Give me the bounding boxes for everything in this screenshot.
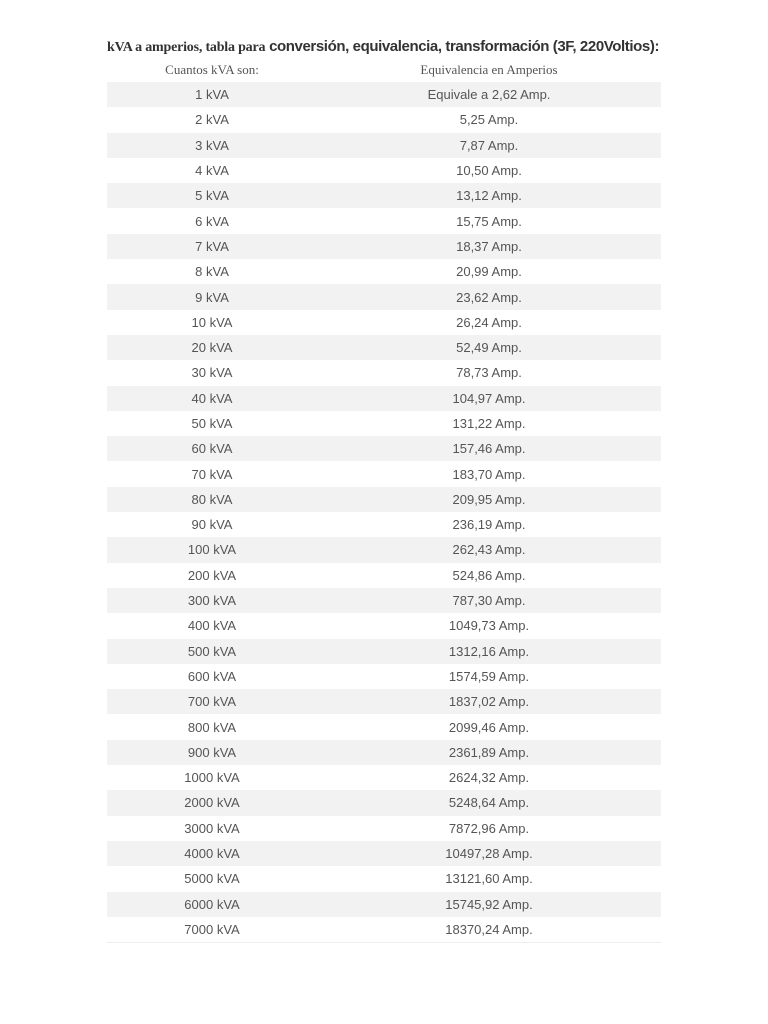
kva-cell: 200 kVA [107, 563, 317, 588]
table-row [107, 765, 661, 790]
table-row [107, 158, 661, 183]
kva-cell: 2 kVA [107, 107, 317, 132]
kva-cell: 80 kVA [107, 487, 317, 512]
table-row [107, 487, 661, 512]
kva-cell: 90 kVA [107, 512, 317, 537]
header-kva: Cuantos kVA son: [165, 62, 259, 77]
kva-cell: 500 kVA [107, 639, 317, 664]
amperes-cell: 1574,59 Amp. [317, 664, 661, 689]
amperes-cell: 15745,92 Amp. [317, 892, 661, 917]
table-row [107, 284, 661, 309]
table-row [107, 335, 661, 360]
table-row [107, 107, 661, 132]
amperes-cell: 78,73 Amp. [317, 360, 661, 385]
title-serif-part: kVA a amperios, tabla para [107, 40, 266, 55]
table-row [107, 664, 661, 689]
amperes-cell: 15,75 Amp. [317, 208, 661, 233]
table-row [107, 866, 661, 891]
kva-cell: 30 kVA [107, 360, 317, 385]
kva-cell: 300 kVA [107, 588, 317, 613]
table-row [107, 411, 661, 436]
table-row [107, 714, 661, 739]
kva-cell: 8 kVA [107, 259, 317, 284]
table-row [107, 689, 661, 714]
kva-cell: 900 kVA [107, 740, 317, 765]
table-row [107, 360, 661, 385]
document [107, 36, 661, 943]
kva-cell: 1 kVA [107, 82, 317, 107]
kva-cell: 700 kVA [107, 689, 317, 714]
amperes-cell: 1312,16 Amp. [317, 639, 661, 664]
table-row [107, 234, 661, 259]
amperes-cell: 5248,64 Amp. [317, 790, 661, 815]
table-row [107, 436, 661, 461]
kva-cell: 7 kVA [107, 234, 317, 259]
amperes-cell: 18,37 Amp. [317, 234, 661, 259]
table-row [107, 563, 661, 588]
table-row [107, 133, 661, 158]
amperes-cell: 7872,96 Amp. [317, 816, 661, 841]
kva-cell: 60 kVA [107, 436, 317, 461]
header-amperes: Equivalencia en Amperios [420, 62, 558, 77]
kva-cell: 3 kVA [107, 133, 317, 158]
kva-cell: 3000 kVA [107, 816, 317, 841]
kva-cell: 600 kVA [107, 664, 317, 689]
amperes-cell: 524,86 Amp. [317, 563, 661, 588]
amperes-cell: 209,95 Amp. [317, 487, 661, 512]
conversion-table [107, 58, 661, 943]
amperes-cell: 52,49 Amp. [317, 335, 661, 360]
kva-cell: 2000 kVA [107, 790, 317, 815]
table-body [107, 82, 661, 943]
kva-cell: 5000 kVA [107, 866, 317, 891]
table-row [107, 537, 661, 562]
kva-cell: 6 kVA [107, 208, 317, 233]
amperes-cell: 23,62 Amp. [317, 284, 661, 309]
kva-cell: 40 kVA [107, 386, 317, 411]
amperes-cell: 236,19 Amp. [317, 512, 661, 537]
amperes-cell: 1049,73 Amp. [317, 613, 661, 638]
table-row [107, 183, 661, 208]
table-row [107, 816, 661, 841]
amperes-cell: 26,24 Amp. [317, 310, 661, 335]
amperes-cell: 157,46 Amp. [317, 436, 661, 461]
kva-cell: 100 kVA [107, 537, 317, 562]
table-row [107, 613, 661, 638]
table-row [107, 639, 661, 664]
table-row [107, 386, 661, 411]
table-row [107, 841, 661, 866]
kva-cell: 800 kVA [107, 714, 317, 739]
amperes-cell: 2361,89 Amp. [317, 740, 661, 765]
table-header-row [107, 58, 661, 82]
table-row [107, 892, 661, 917]
amperes-cell: 18370,24 Amp. [317, 917, 661, 943]
amperes-cell: 1837,02 Amp. [317, 689, 661, 714]
kva-cell: 6000 kVA [107, 892, 317, 917]
amperes-cell: 10497,28 Amp. [317, 841, 661, 866]
table-row [107, 917, 661, 943]
kva-cell: 50 kVA [107, 411, 317, 436]
table-row [107, 740, 661, 765]
kva-cell: 10 kVA [107, 310, 317, 335]
amperes-cell: 20,99 Amp. [317, 259, 661, 284]
table-row [107, 208, 661, 233]
amperes-cell: 7,87 Amp. [317, 133, 661, 158]
kva-cell: 4 kVA [107, 158, 317, 183]
amperes-cell: 262,43 Amp. [317, 537, 661, 562]
amperes-cell: Equivale a 2,62 Amp. [317, 82, 661, 107]
amperes-cell: 2099,46 Amp. [317, 714, 661, 739]
table-row [107, 790, 661, 815]
kva-cell: 1000 kVA [107, 765, 317, 790]
amperes-cell: 13121,60 Amp. [317, 866, 661, 891]
amperes-cell: 2624,32 Amp. [317, 765, 661, 790]
table-row [107, 259, 661, 284]
kva-cell: 5 kVA [107, 183, 317, 208]
table-row [107, 461, 661, 486]
kva-cell: 70 kVA [107, 461, 317, 486]
kva-cell: 4000 kVA [107, 841, 317, 866]
amperes-cell: 13,12 Amp. [317, 183, 661, 208]
page-title [107, 36, 661, 58]
table-row [107, 588, 661, 613]
amperes-cell: 10,50 Amp. [317, 158, 661, 183]
amperes-cell: 183,70 Amp. [317, 461, 661, 486]
table-row [107, 512, 661, 537]
kva-cell: 7000 kVA [107, 917, 317, 943]
amperes-cell: 104,97 Amp. [317, 386, 661, 411]
amperes-cell: 131,22 Amp. [317, 411, 661, 436]
kva-cell: 400 kVA [107, 613, 317, 638]
table-row [107, 310, 661, 335]
kva-cell: 20 kVA [107, 335, 317, 360]
amperes-cell: 5,25 Amp. [317, 107, 661, 132]
kva-cell: 9 kVA [107, 284, 317, 309]
table-row [107, 82, 661, 107]
amperes-cell: 787,30 Amp. [317, 588, 661, 613]
title-sans-part: conversión, equivalencia, transformación (3F, 220Voltios): [265, 38, 660, 55]
